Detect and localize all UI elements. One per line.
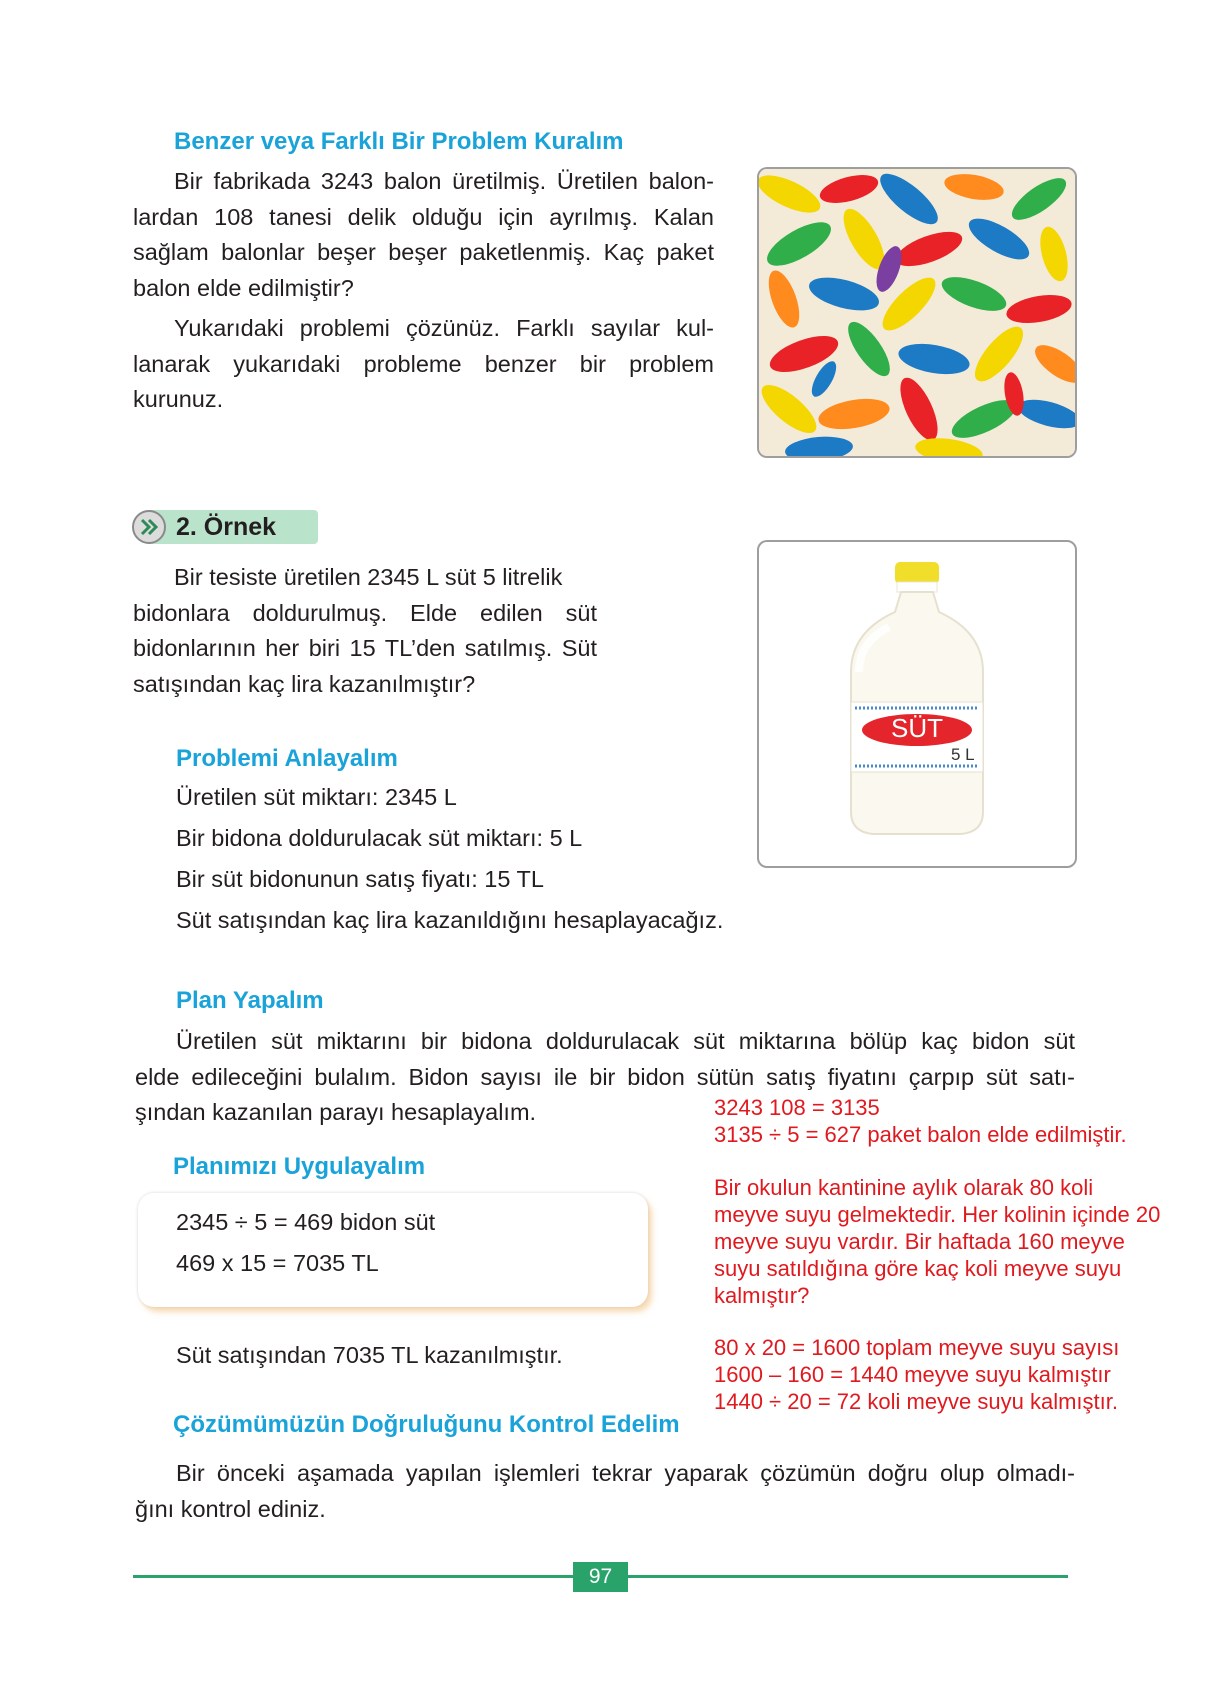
annotation-problem-line-4: suyu satıldığına göre kaç koli meyve suyu (714, 1256, 1122, 1281)
heading-plan: Plan Yapalım (176, 987, 324, 1014)
check-text (135, 1456, 1075, 1527)
task-line1: Yukarıdaki problemi çözünüz. Farklı sayılar kul- (174, 315, 714, 341)
milk-label-volume: 5 L (951, 745, 975, 764)
annotation-new-solution (714, 1334, 1119, 1415)
example-problem-text (133, 560, 597, 702)
plan-line2: elde edileceğini bulalım. Bidon sayısı ile bir bidon sütün satış fiyatını çarpıp süt satı- (135, 1063, 1075, 1090)
milk-bottle-photo (757, 540, 1077, 868)
balloon-problem-text (133, 164, 714, 418)
annotation-problem-line-5: kalmıştır? (714, 1283, 810, 1308)
balloon-problem-line1: Bir fabrikada 3243 balon üretilmiş. Üretilen balon- (174, 168, 714, 194)
task-rest: lanarak yukarıdaki probleme benzer bir problem kurunuz. (133, 350, 714, 412)
annotation-solution-line-2: 3135 ÷ 5 = 627 paket balon elde edilmiştir. (714, 1122, 1127, 1147)
understand-line-4: Süt satışından kaç lira kazanıldığını hesaplayacağız. (176, 907, 724, 933)
annotation-new-solution-line-3: 1440 ÷ 20 = 72 koli meyve suyu kalmıştır. (714, 1389, 1118, 1414)
balloon-problem-rest: lardan 108 tanesi delik olduğu için ayrılmış. Kalan sağlam balonlar beşer beşer paketlenmiş. Kaç paket balon elde edilmiştir? (133, 203, 714, 301)
annotation-solution-line-1: 3243 108 = 3135 (714, 1095, 880, 1120)
milk-bottle-illustration (759, 542, 1075, 866)
annotation-problem-line-1: Bir okulun kantinine aylık olarak 80 koli (714, 1175, 1094, 1200)
double-chevron-icon (132, 510, 166, 544)
check-line2: ğını kontrol ediniz. (135, 1495, 326, 1522)
example-line1: Bir tesiste üretilen 2345 L süt 5 litrelik (174, 564, 563, 590)
heading-apply: Planımızı Uygulayalım (173, 1153, 426, 1180)
calculation-2: 469 x 15 = 7035 TL (176, 1250, 379, 1276)
heading-understand: Problemi Anlayalım (176, 745, 398, 772)
apply-result: Süt satışından 7035 TL kazanılmıştır. (176, 1342, 563, 1368)
plan-line3: şından kazanılan parayı hesaplayalım. (135, 1099, 537, 1125)
annotation-problem-line-2: meyve suyu gelmektedir. Her kolinin içinde 20 (714, 1202, 1161, 1227)
footer-line-right (628, 1575, 1068, 1578)
plan-line1: Üretilen süt miktarını bir bidona doldurulacak süt miktarına bölüp kaç bidon süt (176, 1028, 1075, 1054)
understand-line-1: Üretilen süt miktarı: 2345 L (176, 784, 457, 810)
understand-line-2: Bir bidona doldurulacak süt miktarı: 5 L (176, 825, 583, 851)
footer-line-left (133, 1575, 573, 1578)
balloons-illustration (759, 169, 1075, 456)
understand-line-3: Bir süt bidonunun satış fiyatı: 15 TL (176, 866, 544, 892)
annotation-problem-line-3: meyve suyu vardır. Bir haftada 160 meyve (714, 1229, 1125, 1254)
annotation-new-problem (714, 1174, 1160, 1309)
heading-check: Çözümümüzün Doğruluğunu Kontrol Edelim (173, 1411, 680, 1438)
annotation-solution (714, 1094, 1127, 1148)
annotation-new-solution-line-1: 80 x 20 = 1600 toplam meyve suyu sayısı (714, 1335, 1120, 1360)
example-label: 2. Örnek (176, 513, 277, 541)
annotation-new-solution-line-2: 1600 – 160 = 1440 meyve suyu kalmıştır (714, 1362, 1111, 1387)
example-rest: bidonlara doldurulmuş. Elde edilen süt bidonlarının her biri 15 TL’den satılmış. Süt satışından kaç lira kazanılmıştır? (133, 599, 597, 697)
milk-label-name: SÜT (891, 713, 943, 743)
calculation-1: 2345 ÷ 5 = 469 bidon süt (176, 1209, 436, 1235)
check-line1: Bir önceki aşamada yapılan işlemleri tekrar yaparak çözümün doğru olup olmadı- (176, 1460, 1075, 1486)
page-number: 97 (573, 1562, 628, 1592)
balloons-photo (757, 167, 1077, 458)
heading-benzer-problem: Benzer veya Farklı Bir Problem Kuralım (174, 128, 624, 155)
